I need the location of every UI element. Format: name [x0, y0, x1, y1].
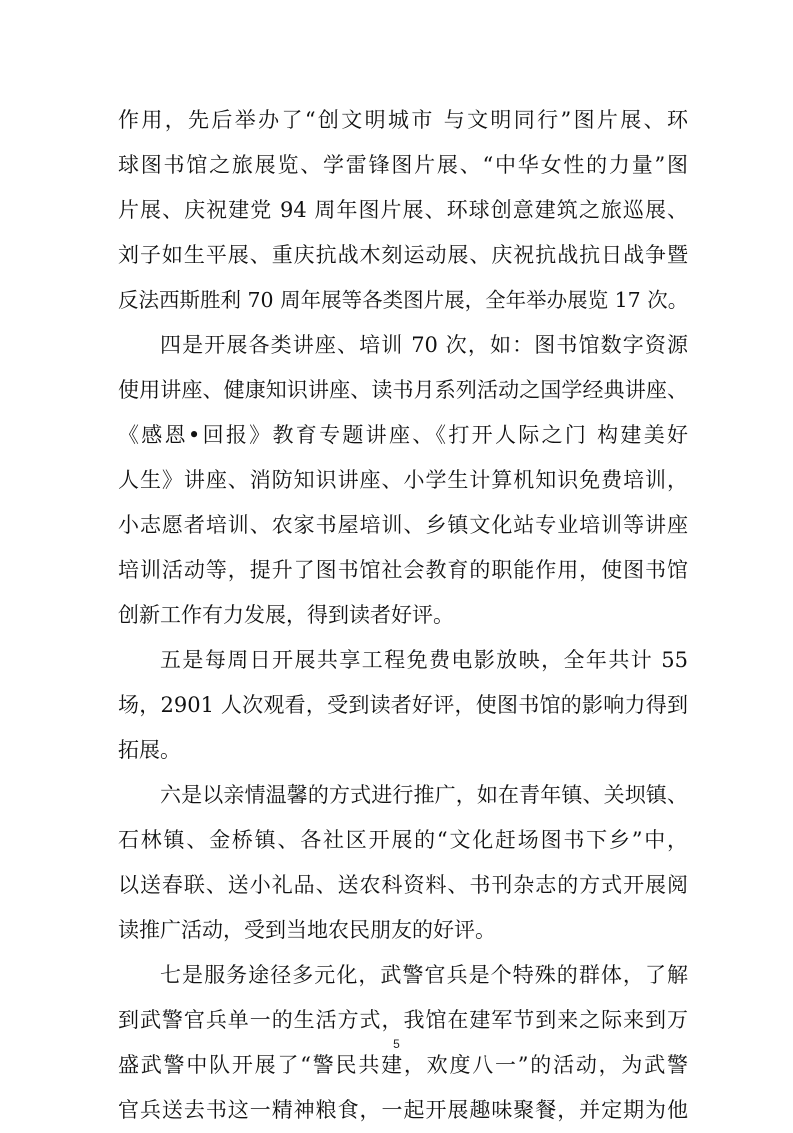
paragraph-lectures	[118, 323, 688, 638]
page-number: 5	[393, 1037, 400, 1051]
paragraph-films	[118, 638, 688, 773]
text-line: 石林镇、金桥镇、各社区开展的“文化赶场图书下乡”中，	[118, 828, 688, 852]
text-line: 场，2901 人次观看，受到读者好评，使图书馆的影响力得到	[118, 693, 688, 717]
text-line: 六是以亲情温馨的方式进行推广，如在青年镇、关坝镇、	[160, 783, 688, 807]
text-line: 到武警官兵单一的生活方式，我馆在建军节到来之际来到万	[118, 1008, 688, 1032]
text-line: 人生》讲座、消防知识讲座、小学生计算机知识免费培训，	[118, 468, 688, 492]
text-line: 七是服务途径多元化，武警官兵是个特殊的群体，了解	[160, 963, 688, 987]
text-line: 五是每周日开展共享工程免费电影放映，全年共计 55	[160, 648, 688, 672]
text-line: 小志愿者培训、农家书屋培训、乡镇文化站专业培训等讲座	[118, 513, 688, 537]
text-line: 使用讲座、健康知识讲座、读书月系列活动之国学经典讲座、	[118, 378, 688, 402]
text-line: 片展、庆祝建党 94 周年图片展、环球创意建筑之旅巡展、	[118, 198, 688, 222]
body-text	[118, 98, 688, 1133]
text-line: 球图书馆之旅展览、学雷锋图片展、“中华女性的力量”图	[118, 153, 688, 177]
paragraph-promotion	[118, 773, 688, 953]
text-line: 盛武警中队开展了“警民共建，欢度八一”的活动，为武警	[118, 1053, 688, 1077]
text-line: 反法西斯胜利 70 周年展等各类图片展，全年举办展览 17 次。	[118, 288, 689, 312]
paragraph-exhibitions-continued	[118, 98, 688, 323]
text-line: 作用，先后举办了“创文明城市 与文明同行”图片展、环	[118, 108, 688, 132]
text-line: 以送春联、送小礼品、送农科资料、书刊杂志的方式开展阅	[118, 873, 688, 897]
text-line: 读推广活动，受到当地农民朋友的好评。	[118, 918, 496, 942]
text-line: 拓展。	[118, 738, 181, 762]
text-line: 创新工作有力发展，得到读者好评。	[118, 603, 454, 627]
text-line: 《感恩•回报》教育专题讲座、《打开人际之门 构建美好	[118, 423, 688, 447]
text-line: 官兵送去书这一精神粮食，一起开展趣味聚餐，并定期为他	[118, 1098, 688, 1122]
text-line: 培训活动等，提升了图书馆社会教育的职能作用，使图书馆	[118, 558, 688, 582]
text-line: 刘子如生平展、重庆抗战木刻运动展、庆祝抗战抗日战争暨	[118, 243, 688, 267]
text-line: 四是开展各类讲座、培训 70 次，如：图书馆数字资源	[160, 333, 688, 357]
